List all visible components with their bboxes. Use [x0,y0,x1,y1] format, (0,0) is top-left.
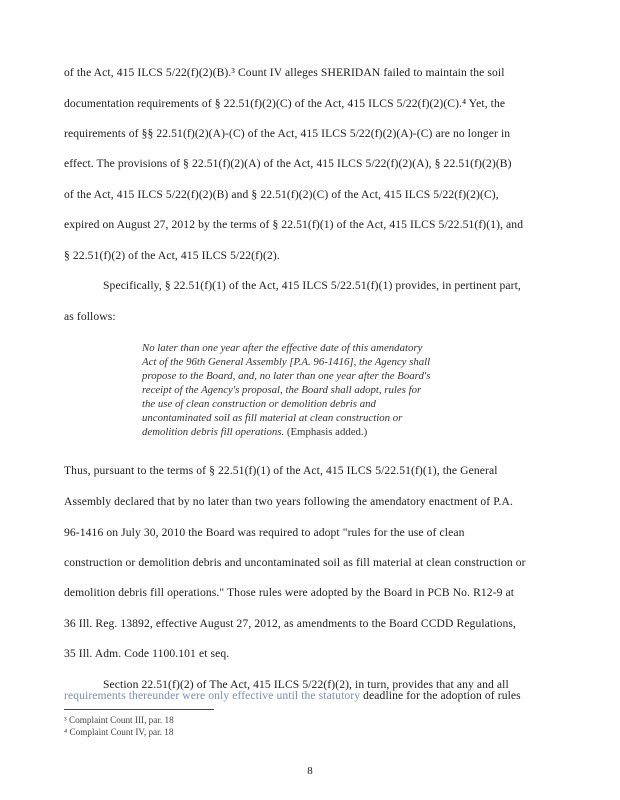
body-line: 35 Ill. Adm. Code 1100.101 et seq. [64,647,230,660]
body-line: effect. The provisions of § 22.51(f)(2)(A) of the Act, 415 ILCS 5/22(f)(2)(A), § 22.51(f)(2)(B) [64,157,512,170]
quote-line: uncontaminated soil as fill material at clean construction or [142,412,403,424]
quote-line: No later than one year after the effective date of this amendatory [142,342,423,354]
page-number: 8 [307,765,313,777]
body-line: as follows: [64,310,116,323]
body-line: demolition debris fill operations." Those rules were adopted by the Board in PCB No. R12-9 at [64,586,515,599]
emphasis-note: (Emphasis added.) [284,426,368,438]
quote-line: Act of the 96th General Assembly [P.A. 96-1416], the Agency shall [142,356,431,368]
faded-text: requirements thereunder were only effective until the statutory [64,689,364,702]
body-line: of the Act, 415 ILCS 5/22(f)(2)(B).³ Count IV alleges SHERIDAN failed to maintain the soil [64,66,505,79]
body-line: construction or demolition debris and uncontaminated soil as fill material at clean construction or [64,556,526,569]
body-line: Specifically, § 22.51(f)(1) of the Act, 415 ILCS 5/22.51(f)(1) provides, in pertinent part, [103,279,521,292]
body-line: Assembly declared that by no later than two years following the amendatory enactment of P.A. [64,495,513,508]
body-line: Section 22.51(f)(2) of The Act, 415 ILCS 5/22(f)(2), in turn, provides that any and all [103,678,509,691]
quote-emphasized-text: demolition debris fill operations. [142,426,285,438]
quote-line [142,426,367,439]
body-line: of the Act, 415 ILCS 5/22(f)(2)(B) and § 22.51(f)(2)(C) of the Act, 415 ILCS 5/22(f)(2)(C), [64,188,499,201]
body-line: 36 Ill. Reg. 13892, effective August 27, 2012, as amendments to the Board CCDD Regulations, [64,617,516,630]
body-line: requirements of §§ 22.51(f)(2)(A)-(C) of the Act, 415 ILCS 5/22(f)(2)(A)-(C) are no longer in [64,127,511,140]
footnote-divider [64,709,214,710]
body-line: 96-1416 on July 30, 2010 the Board was required to adopt "rules for the use of clean [64,526,465,539]
body-line: § 22.51(f)(2) of the Act, 415 ILCS 5/22(f)(2). [64,249,280,262]
quote-line: propose to the Board, and, no later than one year after the Board's [142,370,431,382]
body-line: Thus, pursuant to the terms of § 22.51(f)(1) of the Act, 415 ILCS 5/22.51(f)(1), the General [64,464,498,477]
body-line [64,689,521,703]
quote-line: receipt of the Agency's proposal, the Board shall adopt, rules for [142,384,422,396]
body-line: expired on August 27, 2012 by the terms of § 22.51(f)(1) of the Act, 415 ILCS 5/22.51(f)(1), and [64,218,524,231]
quote-line: the use of clean construction or demolition debris and [142,398,376,410]
footnote: ⁴ Complaint Count IV, par. 18 [64,727,174,737]
body-line: documentation requirements of § 22.51(f)(2)(C) of the Act, 415 ILCS 5/22(f)(2)(C).⁴ Yet, the [64,97,506,110]
body-text: deadline for the adoption of rules [363,689,521,702]
footnote: ³ Complaint Count III, par. 18 [64,715,174,725]
